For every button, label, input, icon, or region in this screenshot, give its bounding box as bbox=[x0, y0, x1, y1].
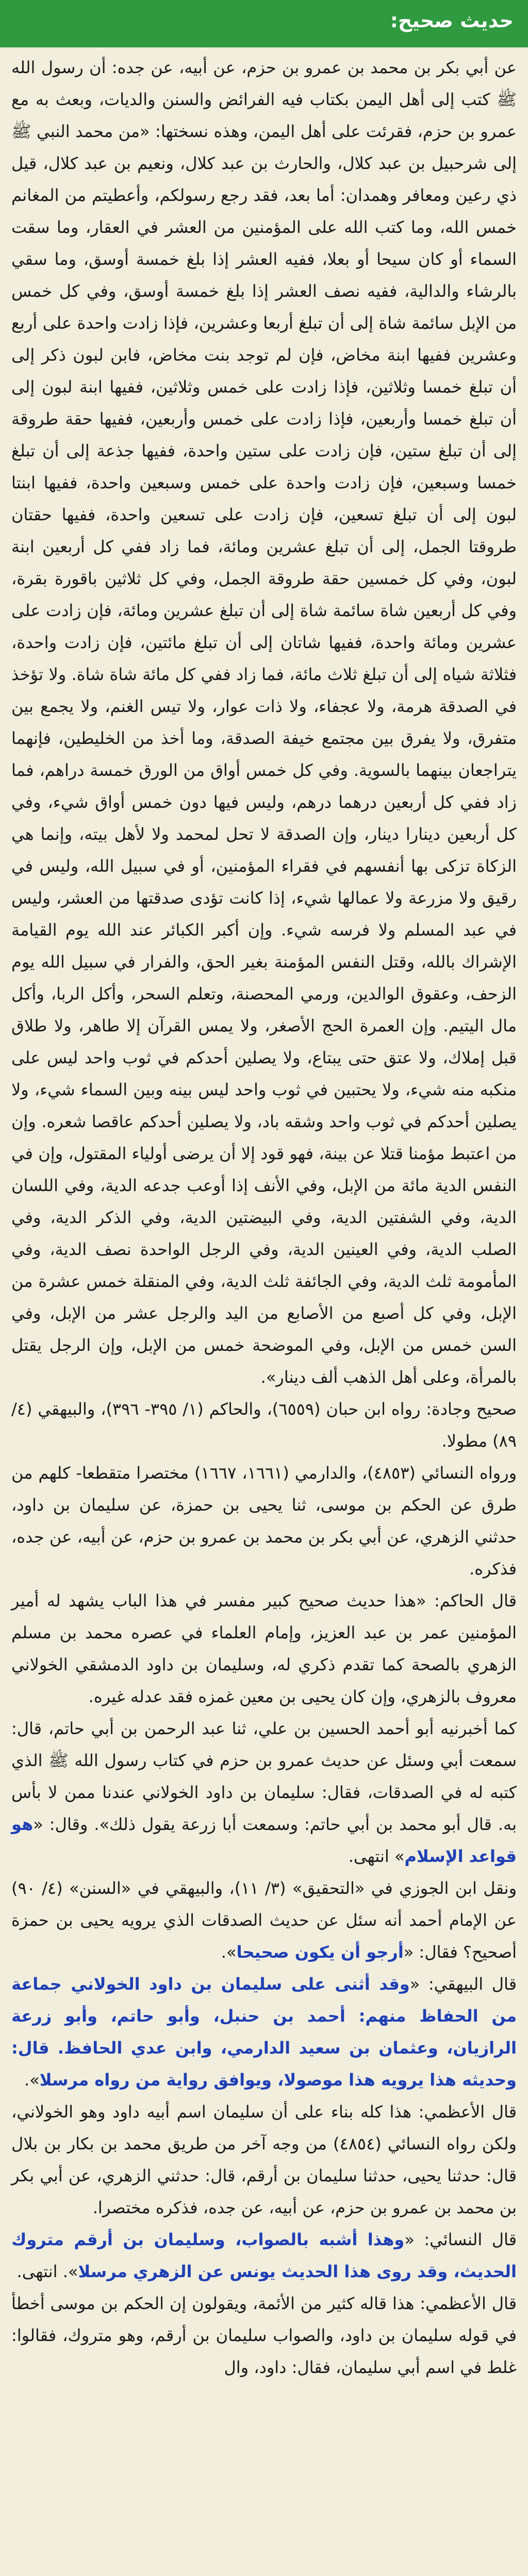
takhrij-paragraph: صحيح وجادة: رواه ابن حبان (٦٥٥٩)، والحاكم (١/ ٣٩٥- ٣٩٦)، والبيهقي (٤/ ٨٩) مطولا. bbox=[11, 1399, 517, 1451]
highlighted-quote: أرجو أن يكون صحيحا bbox=[236, 1942, 404, 1962]
highlighted-quote: وقد أثنى على سليمان بن داود الخولاني جماعة من الحفاظ منهم: أحمد بن حنبل، وأبو حاتم، وأبو زرعة الرازيان، وعثمان بن سعيد الدارمي، وابن عدي الحافظ. قال: وحديثه هذا يرويه هذا موصولا، ويوافق رواية من رواه مرسلا bbox=[11, 1974, 517, 2090]
takhrij-paragraph: ورواه النسائي (٤٨٥٣)، والدارمي (١٦٦١، ١٦٦٧) مختصرا متقطعا- كلهم من طرق عن الحكم بن موسى، ثنا يحيى بن حمزة، عن سليمان بن داود، حدثني الزهري، عن أبي بكر بن محمد بن عمرو بن حزم، عن أبيه، عن جده، فذكره. bbox=[11, 1463, 517, 1579]
header-title: حديث صحيح: bbox=[390, 9, 514, 32]
azami-paragraph: قال الأعظمي: هذا كله بناء على أن سليمان اسم أبيه داود وهو الخولاني، ولكن رواه النسائي (٤٨٥٤) من وجه آخر من طريق محمد بن بكار بن بلال قال: حدثنا يحيى، حدثنا سليمان بن أرقم، قال: حدثني الزهري، عن أبي بكر بن محمد بن عمرو بن حزم، عن أبيه، عن جده، فذكره مختصرا. bbox=[11, 2102, 517, 2217]
bayhaqi-paragraph bbox=[11, 1968, 517, 2096]
text-span: » انتهى. bbox=[348, 1846, 405, 1866]
text-span: كما أخبرنيه أبو أحمد الحسين بن علي، ثنا عبد الرحمن بن أبي حاتم، قال: سمعت أبي وسئل عن حديث عمرو بن حزم في كتاب رسول الله ﷺ الذي كتبه له في الصدقات، فقال: سليمان بن داود الخولاني عندنا ممن لا بأس به. قال أبو محمد بن أبي حاتم: وسمعت أبا زرعة يقول ذلك». وقال: « bbox=[11, 1719, 517, 1834]
text-span: قال النسائي: « bbox=[404, 2230, 517, 2249]
text-span: ونقل ابن الجوزي في «التحقيق» (٣/ ١١)، والبيهقي في «السنن» (٤/ ٩٠) عن الإمام أحمد أنه سئل عن حديث الصدقات الذي يرويه يحيى بن حمزة أصحيح؟ فقال: « bbox=[11, 1878, 517, 1962]
ahmad-paragraph bbox=[11, 1872, 517, 1968]
hakim-quote: قال الحاكم: «هذا حديث صحيح كبير مفسر في هذا الباب يشهد له أمير المؤمنين عمر بن عبد العزيز، وإمام العلماء في عصره محمد بن مسلم الزهري بالصحة كما تقدم ذكري له، وسليمان بن داود الدمشقي الخولاني معروف بالزهري، وإن كان يحيى بن معين غمزه فقد عدله غيره. bbox=[11, 1591, 517, 1706]
hadith-text: عن أبي بكر بن محمد بن عمرو بن حزم، عن أبيه، عن جده: أن رسول الله ﷺ كتب إلى أهل اليمن بكتاب فيه الفرائض والسنن والديات، وبعث به مع عمرو بن حزم، فقرئت على أهل اليمن، وهذه نسختها: «من محمد النبي ﷺ إلى شرحبيل بن عبد كلال، والحارث بن عبد كلال، ونعيم بن عبد كلال، قيل ذي رعين ومعافر وهمدان: أما بعد، فقد رجع رسولكم، وأعطيتم من المغانم خمس الله، وما كتب الله على المؤمنين من العشر في العقار، وما سقت السماء أو كان سيحا أو بعلا، ففيه العشر إذا بلغ خمسة أوسق، وما سقي بالرشاء والدالية، ففيه نصف العشر إذا بلغ خمسة أوسق، وفي كل خمس من الإبل سائمة شاة إلى أن تبلغ أربعا وعشرين، فإذا زادت واحدة على أربع وعشرين ففيها ابنة مخاض، فإن لم توجد بنت مخاض، فابن لبون ذكر إلى أن تبلغ خمسا وثلاثين، فإذا زادت على خمس وثلاثين، ففيها ابنة لبون إلى أن تبلغ خمسا وأربعين، فإذا زادت على خمس وأربعين، ففيها حقة طروقة إلى أن تبلغ ستين، فإن زادت على ستين واحدة، ففيها جذعة إلى أن تبلغ خمسا وسبعين، فإن زادت واحدة على خمس وسبعين واحدة، ففيها ابنتا لبون إلى أن تبلغ تسعين، فإن زادت على تسعين واحدة، ففيها حقتان طروقتا الجمل، إلى أن تبلغ عشرين ومائة، فما زاد ففي كل أربعين ابنة لبون، وفي كل خمسين حقة طروقة الجمل، وفي كل ثلاثين باقورة بقرة، وفي كل أربعين شاة سائمة شاة إلى أن تبلغ عشرين ومائة، فإن زادت على عشرين ومائة واحدة، ففيها شاتان إلى أن تبلغ مائتين، فإن زادت واحدة، فثلاثة شياه إلى أن تبلغ ثلاث مائة، فما زاد ففي كل مائة شاة شاة. ولا تؤخذ في الصدقة هرمة، ولا عجفاء، ولا ذات عوار، ولا تيس الغنم، ولا يجمع بين متفرق، ولا يفرق بين مجتمع خيفة الصدقة، وما أخذ من الخليطين، فإنهما يتراجعان بينهما بالسوية. وفي كل خمس أواق من الورق خمسة دراهم، فما زاد ففي كل أربعين درهما درهم، وليس فيها دون خمس أواق شيء، وفي كل أربعين دينارا دينار، وإن الصدقة لا تحل لمحمد ولا لأهل بيته، وإنما هي الزكاة تزكى بها أنفسهم في فقراء المؤمنين، أو في سبيل الله، وليس في رقيق ولا مزرعة ولا عمالها شيء، إذا كانت تؤدى صدقتها من العشر، وليس في عبد المسلم ولا فرسه شيء. وإن أكبر الكبائر عند الله يوم القيامة الإشراك بالله، وقتل النفس المؤمنة بغير الحق، والفرار في سبيل الله يوم الزحف، وعقوق الوالدين، ورمي المحصنة، وتعلم السحر، وأكل الربا، وأكل مال اليتيم. وإن العمرة الحج الأصغر، ولا يمس القرآن إلا طاهر، ولا طلاق قبل إملاك، ولا عتق حتى يبتاع، ولا يصلين أحدكم في ثوب واحد ليس على منكبه منه شيء، ولا يحتبين في ثوب واحد ليس بينه وبين السماء شيء، ولا يصلين أحدكم في ثوب واحد وشقه باد، ولا يصلين أحدكم عاقصا شعره. وإن من اعتبط مؤمنا قتلا عن بينة، فهو قود إلا أن يرضى أولياء المقتول، وإن في النفس الدية مائة من الإبل، وفي الأنف إذا أوعب جدعه الدية، وفي اللسان الدية، وفي الشفتين الدية، وفي البيضتين الدية، وفي الذكر الدية، وفي الصلب الدية، وفي العينين الدية، وفي الرجل الواحدة نصف الدية، وفي المأمومة ثلث الدية، وفي الجائفة ثلث الدية، وفي المنقلة خمس عشرة من الإبل، وفي كل أصبع من الأصابع من اليد والرجل عشر من الإبل، وفي السن خمس من الإبل، وفي الموضحة خمس من الإبل، وإن الرجل يقتل بالمرأة، وعلى أهل الذهب ألف دينار». bbox=[11, 58, 517, 1387]
text-span: ». انتهى. bbox=[16, 2262, 78, 2281]
nasai-paragraph bbox=[11, 2224, 517, 2287]
abu-hatim-paragraph bbox=[11, 1713, 517, 1872]
text-span: ». bbox=[221, 1942, 237, 1962]
text-span: ». bbox=[24, 2070, 40, 2090]
highlighted-quote: هو قواعد الإسلام bbox=[11, 1815, 517, 1866]
hadith-header bbox=[0, 0, 528, 47]
hadith-content bbox=[0, 47, 528, 2576]
text-span: قال البيهقي: « bbox=[409, 1974, 517, 1994]
highlighted-quote: وهذا أشبه بالصواب، وسليمان بن أرقم متروك الحديث، وقد روى هذا الحديث يونس عن الزهري مرسلا bbox=[11, 2230, 517, 2281]
azami-paragraph: قال الأعظمي: هذا قاله كثير من الأئمة، ويقولون إن الحكم بن موسى أخطأ في قوله سليمان بن داود، والصواب سليمان بن أرقم، وهو متروك، فقالوا: غلط في اسم أبي سليمان، فقال: داود، وال bbox=[11, 2294, 517, 2377]
